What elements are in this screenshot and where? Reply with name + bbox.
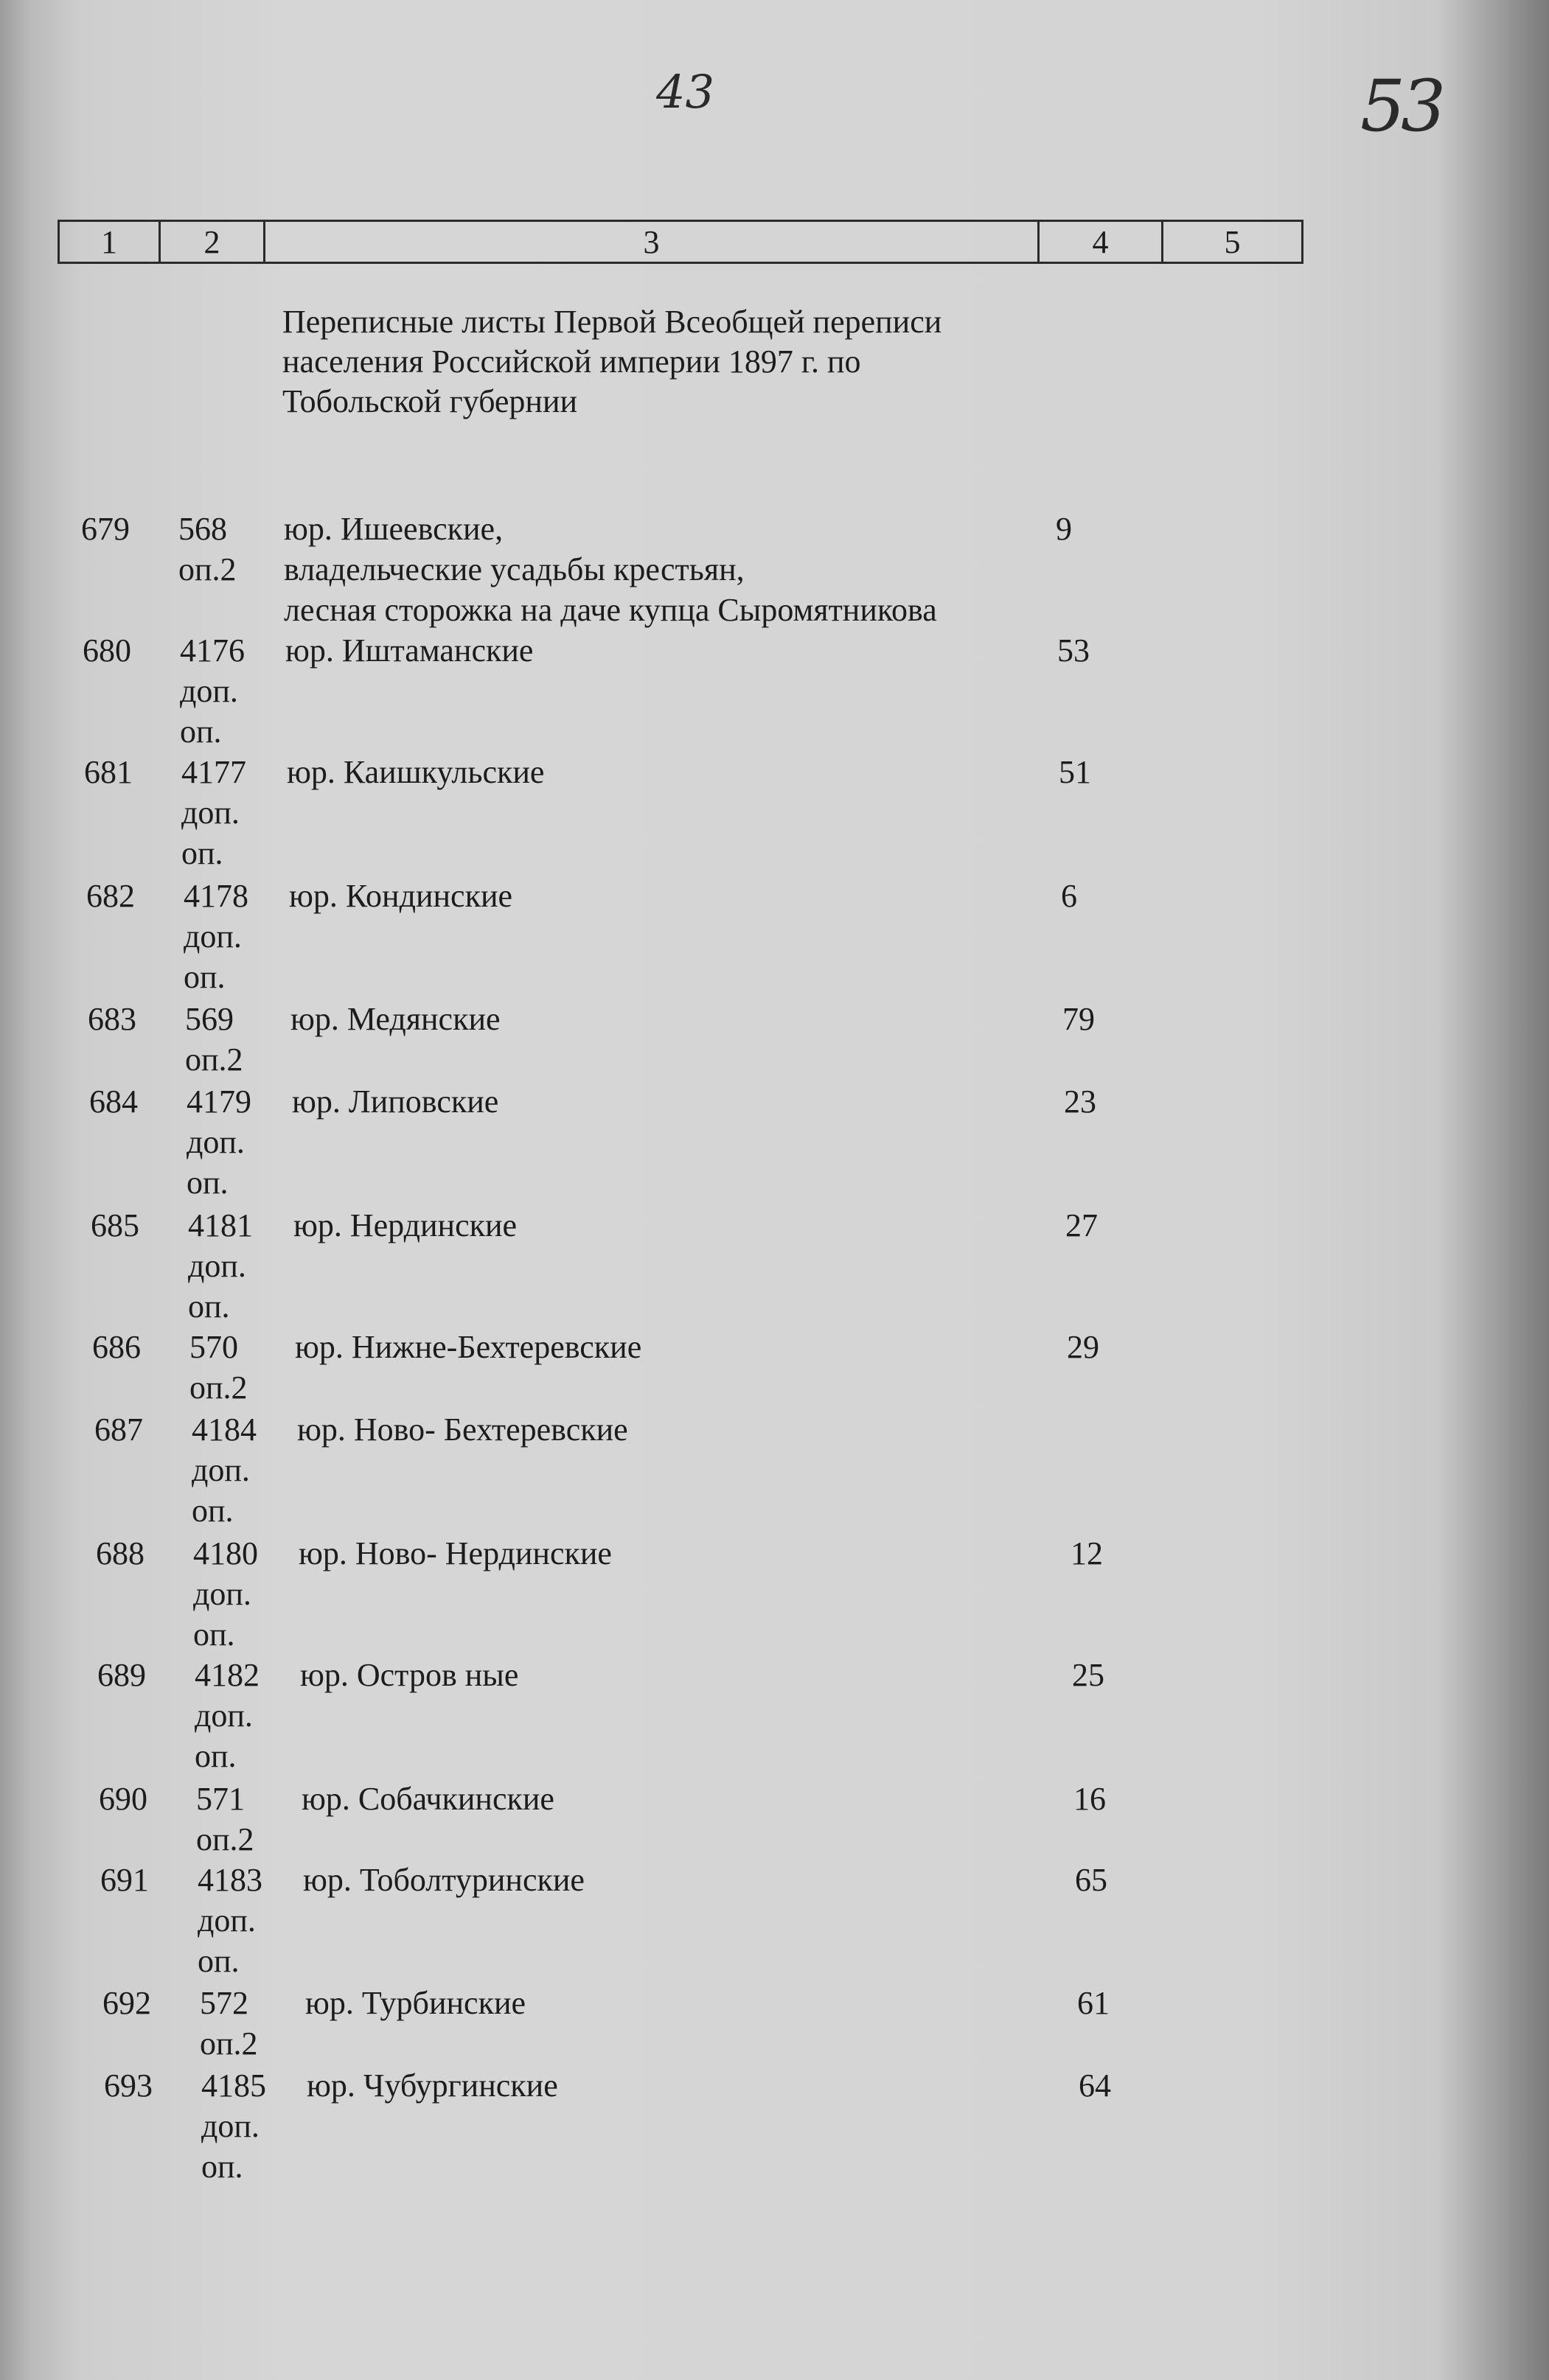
file-code <box>187 1081 297 1203</box>
entry-title <box>293 1205 1068 1246</box>
file-code-line: 571 <box>196 1781 245 1817</box>
sheet-count: 6 <box>1061 878 1077 914</box>
entry-number: 693 <box>104 2067 153 2104</box>
entry-title <box>292 1081 1066 1122</box>
entry-title-line: юр. Липовские <box>292 1083 499 1120</box>
handwritten-archive-number: 53 <box>1360 65 1442 147</box>
file-code <box>188 1205 299 1327</box>
file-code <box>185 999 296 1080</box>
file-code-line: доп. <box>193 1576 251 1612</box>
entry-title <box>303 1860 1077 1900</box>
sheet-count: 61 <box>1077 1985 1110 2021</box>
entry-title <box>297 1409 1071 1450</box>
entry-title <box>289 876 1063 916</box>
entry-number: 688 <box>96 1535 145 1571</box>
sheet-count: 25 <box>1072 1657 1104 1693</box>
file-code <box>178 509 289 590</box>
entry-title-line: юр. Тоболтуринские <box>303 1862 585 1898</box>
file-code-line: 4179 <box>187 1083 251 1120</box>
file-code-line: доп. <box>184 918 242 955</box>
column-header-row <box>58 220 1303 264</box>
file-code <box>201 2065 312 2187</box>
entry-number: 684 <box>89 1083 138 1120</box>
sheet-count: 53 <box>1057 632 1090 669</box>
entry-title <box>300 1655 1074 1695</box>
sheet-count: 12 <box>1071 1535 1103 1571</box>
file-code-line: доп. <box>192 1452 250 1488</box>
file-code-line: доп. <box>195 1697 253 1734</box>
entry-number: 687 <box>94 1411 143 1448</box>
file-code-line: оп. <box>187 1165 229 1201</box>
entry-title-line: юр. Нижне-Бехтеревские <box>295 1329 642 1365</box>
sheet-count: 23 <box>1064 1083 1096 1120</box>
entry-title <box>284 509 1058 630</box>
file-code <box>195 1655 305 1776</box>
entry-number: 692 <box>102 1985 151 2021</box>
file-code-line: 4181 <box>188 1207 253 1243</box>
section-title-line: населения Российской империи 1897 г. по <box>282 343 861 380</box>
file-code-line: доп. <box>198 1902 256 1938</box>
entry-title-line: юр. Кондинские <box>289 878 513 914</box>
entry-title-line: юр. Нердинские <box>293 1207 518 1243</box>
file-code-line: 4184 <box>192 1411 257 1448</box>
sheet-count: 29 <box>1067 1329 1099 1365</box>
file-code-line: оп.2 <box>178 551 237 587</box>
entry-title-line: лесная сторожка на даче купца Сыромятникова <box>284 592 937 628</box>
file-code-line: 4182 <box>195 1657 260 1693</box>
file-code <box>193 1533 304 1655</box>
file-code <box>192 1409 302 1531</box>
file-code-line: оп. <box>180 713 222 750</box>
entry-title-line: юр. Турбинские <box>305 1985 526 2021</box>
section-title-line: Тобольской губернии <box>282 383 578 419</box>
file-code-line: 4183 <box>198 1862 262 1898</box>
entry-title-line: владельческие усадьбы крестьян, <box>284 551 745 587</box>
file-code-line: доп. <box>188 1248 246 1284</box>
entry-title-line: юр. Ново- Нердинские <box>299 1535 612 1571</box>
entry-number: 682 <box>86 878 135 914</box>
file-code-line: оп. <box>198 1943 240 1979</box>
file-code-line: доп. <box>187 1124 245 1160</box>
file-code-line: оп.2 <box>189 1369 248 1406</box>
sheet-count: 64 <box>1079 2067 1111 2104</box>
sheet-count: 65 <box>1075 1862 1107 1898</box>
file-code <box>189 1327 300 1408</box>
entry-title-line: юр. Ишеевские, <box>284 511 504 547</box>
entry-title-line: юр. Каишкульские <box>287 754 545 790</box>
file-code <box>184 876 294 997</box>
column-header-4: 4 <box>1040 222 1163 262</box>
entry-number: 691 <box>100 1862 149 1898</box>
file-code-line: доп. <box>180 673 238 709</box>
file-code-line: доп. <box>201 2108 260 2144</box>
file-code <box>200 1983 310 2064</box>
file-code-line: оп. <box>188 1288 230 1325</box>
entry-title-line: юр. Медянские <box>290 1001 501 1037</box>
entry-title-line: юр. Иштаманские <box>285 632 534 669</box>
sheet-count: 79 <box>1062 1001 1095 1037</box>
entry-title <box>302 1779 1076 1819</box>
file-code-line: оп. <box>201 2149 243 2185</box>
sheet-count: 27 <box>1065 1207 1098 1243</box>
entry-title-line: юр. Остров ные <box>300 1657 519 1693</box>
entry-number: 686 <box>92 1329 141 1365</box>
file-code-line: 570 <box>189 1329 238 1365</box>
file-code-line: доп. <box>181 795 240 831</box>
file-code-line: оп.2 <box>200 2025 258 2062</box>
file-code <box>181 752 292 873</box>
entry-number: 680 <box>83 632 131 669</box>
sheet-count: 9 <box>1056 511 1072 547</box>
file-code-line: оп. <box>184 959 226 995</box>
file-code-line: 572 <box>200 1985 248 2021</box>
entry-title <box>285 630 1059 671</box>
entry-title-line: юр. Собачкинские <box>302 1781 554 1817</box>
column-header-1: 1 <box>60 222 161 262</box>
file-code-line: 4178 <box>184 878 248 914</box>
entry-number: 689 <box>97 1657 146 1693</box>
file-code-line: 4177 <box>181 754 246 790</box>
file-code-line: 4180 <box>193 1535 258 1571</box>
entry-title <box>305 1983 1079 2023</box>
entry-number: 690 <box>99 1781 147 1817</box>
entry-title <box>307 2065 1081 2106</box>
sheet-count: 16 <box>1073 1781 1106 1817</box>
file-code-line: 4176 <box>180 632 245 669</box>
entry-number: 683 <box>88 1001 136 1037</box>
file-code-line: оп.2 <box>185 1041 243 1078</box>
file-code <box>198 1860 308 1981</box>
entry-number: 679 <box>81 511 130 547</box>
file-code-line: оп. <box>192 1493 234 1529</box>
entry-number: 681 <box>84 754 133 790</box>
entry-title-line: юр. Ново- Бехтеревские <box>297 1411 628 1448</box>
section-title <box>282 302 1057 422</box>
column-header-5: 5 <box>1224 223 1241 260</box>
file-code-line: 568 <box>178 511 227 547</box>
entry-title <box>295 1327 1069 1367</box>
section-title-line: Переписные листы Первой Всеобщей переписи <box>282 304 942 340</box>
entry-title <box>287 752 1061 792</box>
file-code-line: оп. <box>195 1738 237 1774</box>
file-code-line: оп. <box>181 835 223 871</box>
handwritten-page-number: 43 <box>656 65 714 119</box>
column-header-2: 2 <box>161 222 265 262</box>
file-code-line: 569 <box>185 1001 234 1037</box>
file-code <box>196 1779 307 1860</box>
entry-title-line: юр. Чубургинские <box>307 2067 558 2104</box>
file-code-line: оп.2 <box>196 1821 254 1857</box>
file-code-line: 4185 <box>201 2067 266 2104</box>
entry-title <box>290 999 1065 1039</box>
entry-title <box>299 1533 1073 1574</box>
sheet-count: 51 <box>1059 754 1091 790</box>
column-header-3: 3 <box>265 222 1040 262</box>
file-code <box>180 630 290 752</box>
entry-number: 685 <box>91 1207 139 1243</box>
file-code-line: оп. <box>193 1616 235 1653</box>
